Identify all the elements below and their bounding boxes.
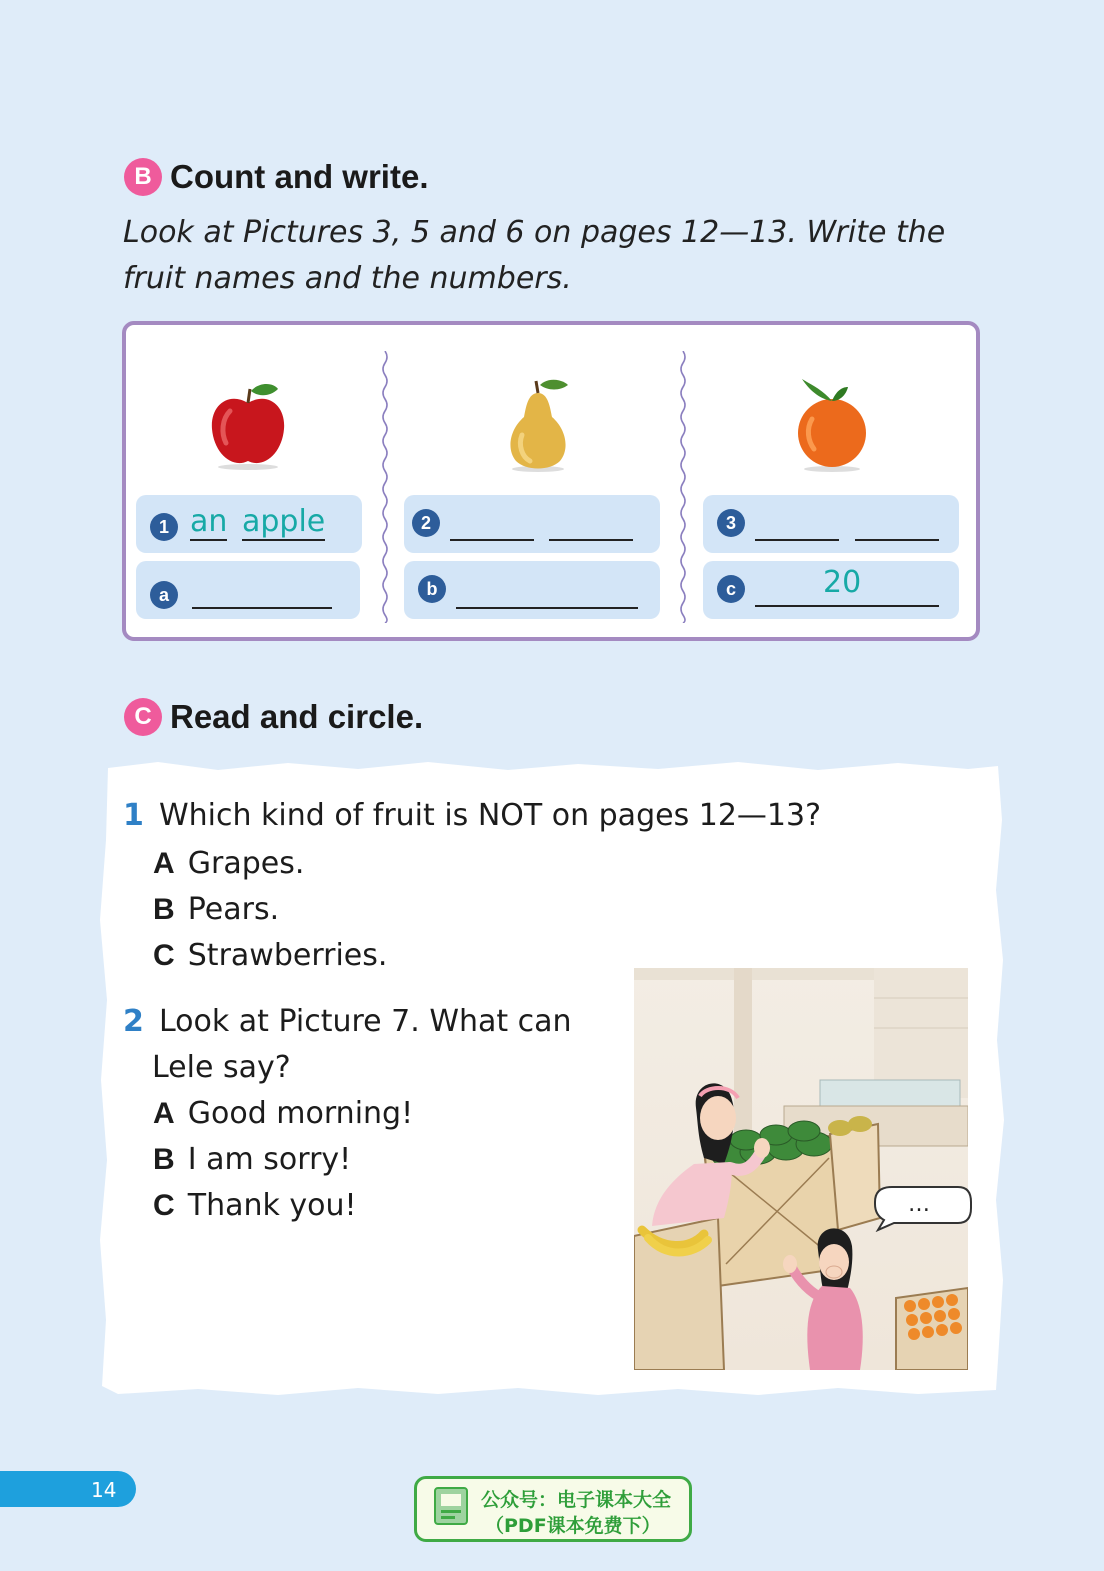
letter-badge-c: c <box>717 575 745 603</box>
count-blank-c[interactable] <box>755 605 939 607</box>
q1-option-b[interactable] <box>153 892 279 927</box>
instruction-line-1: Look at Pictures 3, 5 and 6 on pages 12—13. Write the <box>123 215 946 250</box>
option-letter: C <box>153 939 175 972</box>
letter-badge-a: a <box>150 581 178 609</box>
answer-blank-3b[interactable] <box>855 539 939 541</box>
question-2 <box>123 1004 572 1039</box>
option-letter: B <box>153 1143 175 1176</box>
column-divider <box>678 351 688 623</box>
stamp-line-1: 公众号：电子课本大全 <box>481 1489 672 1511</box>
section-c-header <box>124 698 423 736</box>
question-2-text-line1: Look at Picture 7. What can <box>158 1004 572 1039</box>
answer-box-1 <box>136 495 362 553</box>
count-blank-b[interactable] <box>456 607 638 609</box>
question-2-text-line2: Lele say? <box>152 1050 291 1085</box>
answer-word-an[interactable]: an <box>190 504 228 539</box>
count-write-box <box>122 321 980 641</box>
count-box-b <box>404 561 660 619</box>
number-badge-2: 2 <box>412 509 440 537</box>
column-divider <box>380 351 390 623</box>
q1-option-c[interactable] <box>153 938 387 973</box>
orange-icon <box>792 375 872 473</box>
question-2-number: 2 <box>123 1004 144 1039</box>
page-number-tab <box>0 1471 136 1507</box>
answer-box-2 <box>404 495 660 553</box>
q2-option-b[interactable] <box>153 1142 351 1177</box>
question-1-number: 1 <box>123 798 144 833</box>
option-text: Grapes. <box>187 846 305 881</box>
market-scene-illustration <box>634 968 968 1370</box>
answer-word-apple[interactable]: apple <box>242 504 326 539</box>
instruction-line-2: fruit names and the numbers. <box>123 261 572 296</box>
book-logo-icon <box>431 1486 471 1532</box>
count-answer-c: 20 <box>823 565 862 600</box>
q1-option-a[interactable] <box>153 846 304 881</box>
option-text: Good morning! <box>187 1096 414 1131</box>
watermark-stamp <box>414 1476 692 1542</box>
answer-box-3 <box>703 495 959 553</box>
question-1 <box>123 798 821 833</box>
question-1-text: Which kind of fruit is NOT on pages 12—13? <box>158 798 822 833</box>
option-text: I am sorry! <box>187 1142 352 1177</box>
q2-option-c[interactable] <box>153 1188 357 1223</box>
section-b-instruction <box>123 210 945 302</box>
apple-icon <box>208 381 288 471</box>
section-b-title: Count and write. <box>170 158 429 195</box>
option-letter: C <box>153 1189 175 1222</box>
option-text: Pears. <box>187 892 280 927</box>
option-letter: B <box>153 893 175 926</box>
option-text: Thank you! <box>187 1188 357 1223</box>
answer-blank-2a[interactable] <box>450 539 534 541</box>
letter-badge-b: b <box>418 575 446 603</box>
section-b-letter: B <box>124 158 162 196</box>
option-text: Strawberries. <box>187 938 388 973</box>
section-c-title: Read and circle. <box>170 698 424 735</box>
section-b-header <box>124 158 429 196</box>
count-box-a <box>136 561 360 619</box>
answer-blank-3a[interactable] <box>755 539 839 541</box>
option-letter: A <box>153 1097 175 1130</box>
count-blank-a[interactable] <box>192 607 332 609</box>
count-box-c <box>703 561 959 619</box>
page-number: 14 <box>91 1478 117 1502</box>
speech-bubble-text: … <box>908 1192 930 1217</box>
option-letter: A <box>153 847 175 880</box>
q2-option-a[interactable] <box>153 1096 413 1131</box>
number-badge-1: 1 <box>150 513 178 541</box>
pear-icon <box>500 377 576 473</box>
stamp-line-2: （PDF课本免费下） <box>485 1515 661 1537</box>
answer-blank-2b[interactable] <box>549 539 633 541</box>
section-c-letter: C <box>124 698 162 736</box>
number-badge-3: 3 <box>717 509 745 537</box>
